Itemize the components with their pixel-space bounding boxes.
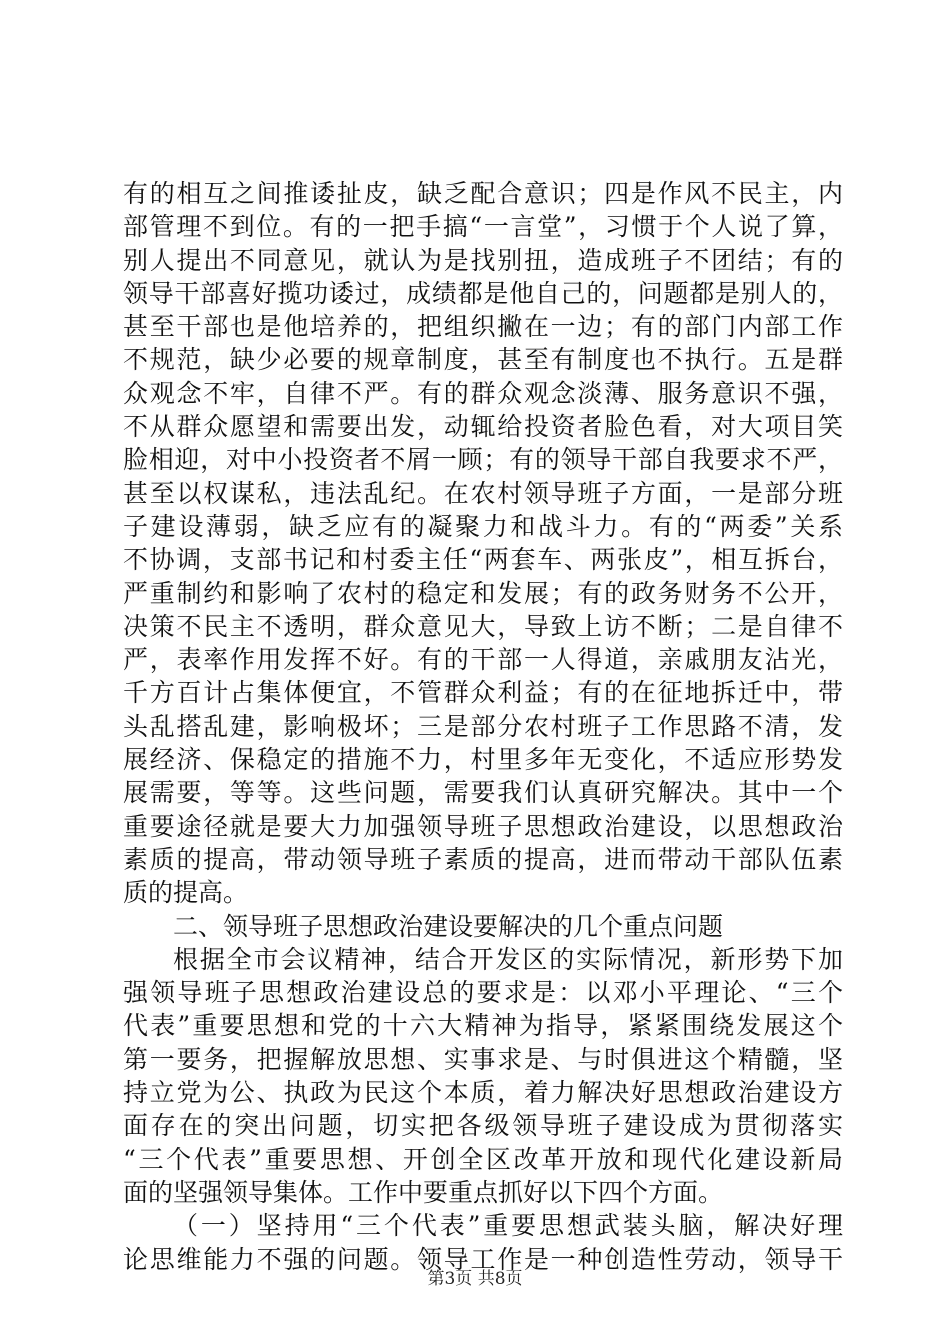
text-line: 强领导班子思想政治建设总的要求是：以邓小平理论、“三个 [123, 978, 843, 1008]
text-line: 代表”重要思想和党的十六大精神为指导，紧紧围绕发展这个 [123, 1011, 843, 1041]
text-line: 有的相互之间推诿扯皮，缺乏配合意识；四是作风不民主，内 [123, 179, 843, 208]
text-line: 根据全市会议精神，结合开发区的实际情况，新形势下加 [173, 944, 843, 974]
text-line: 展经济、保稳定的措施不力，村里多年无变化，不适应形势发 [123, 745, 843, 775]
text-line: 素质的提高，带动领导班子素质的提高，进而带动干部队伍素 [123, 844, 843, 874]
text-line: 持立党为公、执政为民这个本质，着力解决好思想政治建设方 [123, 1078, 843, 1108]
page-footer: 第3页 共8页 [427, 1269, 523, 1289]
text-line: 不从群众愿望和需要出发，动辄给投资者脸色看，对大项目笑 [123, 412, 843, 442]
text-line: 第一要务，把握解放思想、实事求是、与时俱进这个精髓，坚 [123, 1044, 843, 1074]
text-line: 严重制约和影响了农村的稳定和发展；有的政务财务不公开， [123, 578, 843, 608]
text-line: 子建设薄弱，缺乏应有的凝聚力和战斗力。有的“两委”关系 [123, 511, 843, 541]
text-line: 二、领导班子思想政治建设要解决的几个重点问题 [173, 911, 724, 941]
text-line: 严，表率作用发挥不好。有的干部一人得道，亲戚朋友沾光， [123, 645, 843, 675]
text-line: 脸相迎，对中小投资者不屑一顾；有的领导干部自我要求不严， [123, 445, 843, 475]
text-line: 不规范，缺少必要的规章制度，甚至有制度也不执行。五是群 [123, 345, 843, 375]
text-line: 决策不民主不透明，群众意见大，导致上访不断；二是自律不 [123, 611, 843, 641]
text-line: 面的坚强领导集体。工作中要重点抓好以下四个方面。 [123, 1177, 724, 1207]
text-line: 头乱搭乱建，影响极坏；三是部分农村班子工作思路不清，发 [123, 711, 843, 741]
text-line: 众观念不牢，自律不严。有的群众观念淡薄、服务意识不强， [123, 378, 843, 408]
document-body [123, 177, 843, 1276]
text-line: 重要途径就是要大力加强领导班子思想政治建设，以思想政治 [123, 811, 843, 841]
text-line: 千方百计占集体便宜，不管群众利益；有的在征地拆迁中，带 [123, 678, 843, 708]
text-line: 论思维能力不强的问题。领导工作是一种创造性劳动，领导干 [123, 1244, 843, 1274]
text-line: （一）坚持用“三个代表”重要思想武装头脑，解决好理 [173, 1211, 843, 1241]
text-line: “三个代表”重要思想、开创全区改革开放和现代化建设新局 [123, 1144, 843, 1174]
text-line: 展需要，等等。这些问题，需要我们认真研究解决。其中一个 [123, 778, 843, 808]
text-line: 质的提高。 [123, 878, 249, 908]
text-line: 甚至以权谋私，违法乱纪。在农村领导班子方面，一是部分班 [123, 478, 843, 508]
text-line: 领导干部喜好揽功诿过，成绩都是他自己的，问题都是别人的， [123, 278, 843, 308]
text-line: 面存在的突出问题，切实把各级领导班子建设成为贯彻落实 [123, 1111, 843, 1141]
text-line: 甚至干部也是他培养的，把组织撇在一边；有的部门内部工作 [123, 312, 843, 342]
text-line: 不协调，支部书记和村委主任“两套车、两张皮”，相互拆台， [123, 545, 843, 575]
text-line: 部管理不到位。有的一把手搞“一言堂”，习惯于个人说了算， [123, 212, 843, 242]
text-line: 别人提出不同意见，就认为是找别扭，造成班子不团结；有的 [123, 245, 843, 275]
